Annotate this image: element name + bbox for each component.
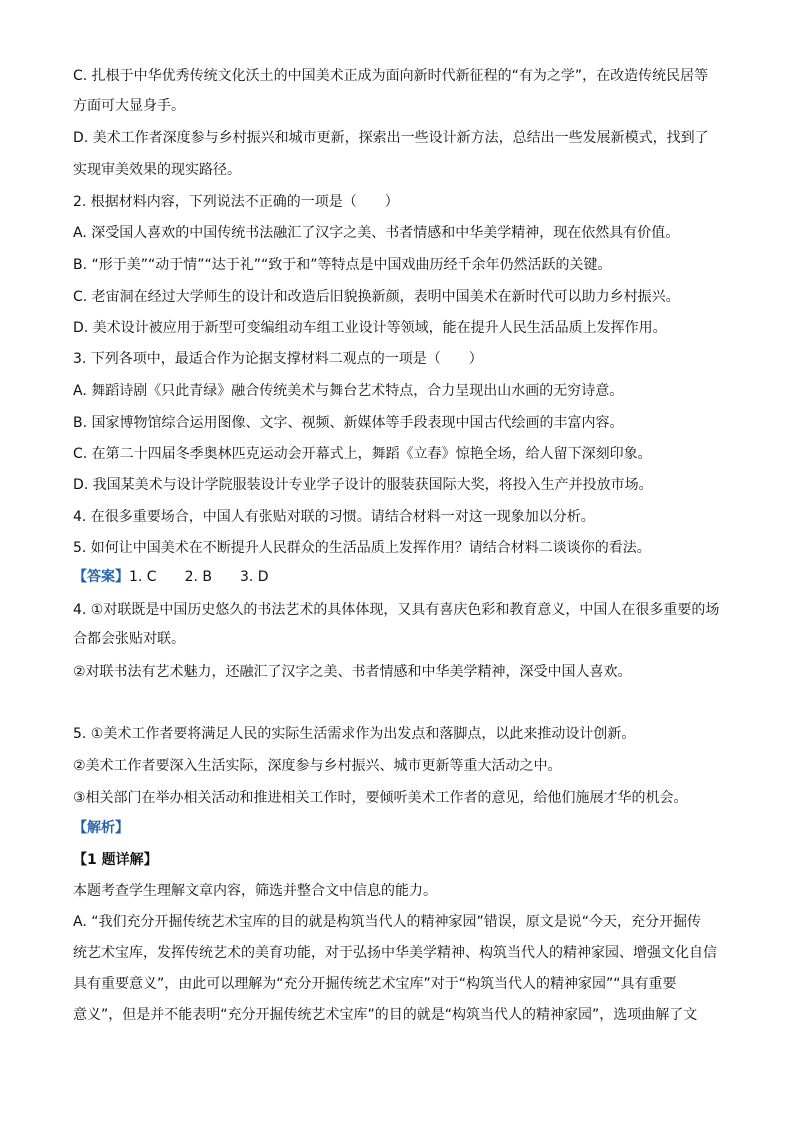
question-4: 4. 在很多重要场合，中国人有张贴对联的习惯。请结合材料一对这一现象加以分析。 [73, 509, 595, 525]
option-a: A. 舞蹈诗剧《只此青绿》融合传统美术与舞台艺术特点，合力呈现出山水画的无穷诗意。 [73, 383, 624, 399]
text-line: D. 美术工作者深度参与乡村振兴和城市更新，探索出一些设计新方法，总结出一些发展新模式，找到了 [73, 130, 709, 146]
answer-4-line: 4. ①对联既是中国历史悠久的书法艺术的具体体现，又具有喜庆色彩和教育意义，中国人在很多重要的场 [73, 602, 720, 618]
option-b: B. “形于美”“动于情”“达于礼”“致于和”等特点是中国戏曲历经千余年仍然活跃的关键。 [73, 257, 612, 273]
answer-4-line: ②对联书法有艺术魅力，还融汇了汉字之美、书者情感和中华美学精神，深受中国人喜欢。 [73, 664, 632, 680]
option-d: D. 我国某美术与设计学院服装设计专业学子设计的服装获国际大奖，将投入生产并投放市场。 [73, 477, 653, 493]
detail-line: A. “我们充分开掘传统艺术宝库的目的就是构筑当代人的精神家园”错误，原文是说“今天，充分开掘传 [73, 914, 701, 930]
text-line: 实现审美效果的现实路径。 [73, 162, 241, 178]
detail-line: 意义”，但是并不能表明“充分开掘传统艺术宝库”的目的就是“构筑当代人的精神家园”，选项曲解了文 [73, 1007, 698, 1023]
text-line: C. 扎根于中华优秀传统文化沃土的中国美术正成为面向新时代新征程的“有为之学”，在改造传统民居等 [73, 68, 709, 84]
answer-4-line: 合都会张贴对联。 [73, 631, 185, 647]
option-d: D. 美术设计被应用于新型可变编组动车组工业设计等领域，能在提升人民生活品质上发挥作用。 [73, 320, 667, 336]
detail-line: 具有重要意义”，由此可以理解为“充分开掘传统艺术宝库”对于“构筑当代人的精神家园”“具有重要 [73, 976, 677, 992]
answer-5-line: 5. ①美术工作者要将满足人民的实际生活需求作为出发点和落脚点，以此来推动设计创新。 [73, 726, 636, 742]
answer-items: 1. C 2. B 3. D [129, 569, 269, 585]
option-b: B. 国家博物馆综合运用图像、文字、视频、新媒体等手段表现中国古代绘画的丰富内容。 [73, 415, 624, 431]
question-3: 3. 下列各项中，最适合作为论据支撑材料二观点的一项是（ ） [73, 351, 483, 367]
detail-line: 统艺术宝库，发挥传统艺术的美育功能，对于弘扬中华美学精神、构筑当代人的精神家园、增强文化自信 [73, 945, 717, 961]
answer-label: 【答案】 [73, 569, 129, 585]
detail-label: 【1 题详解】 [73, 852, 158, 868]
option-c: C. 老宙洞在经过大学师生的设计和改造后旧貌换新颜，表明中国美术在新时代可以助力乡村振兴。 [73, 289, 680, 305]
answer-5-line: ②美术工作者要深入生活实际，深度参与乡村振兴、城市更新等重大活动之中。 [73, 758, 562, 774]
option-a: A. 深受国人喜欢的中国传统书法融汇了汉字之美、书者情感和中华美学精神，现在依然具有价值。 [73, 225, 680, 241]
answer-5-line: ③相关部门在举办相关活动和推进相关工作时，要倾听美术工作者的意见，给他们施展才华的机会。 [73, 790, 688, 806]
analysis-label: 【解析】 [73, 820, 129, 836]
question-5: 5. 如何让中国美术在不断提升人民群众的生活品质上发挥作用？请结合材料二谈谈你的看法。 [73, 540, 651, 556]
answer-line [73, 567, 269, 587]
option-c: C. 在第二十四届冬季奥林匹克运动会开幕式上，舞蹈《立春》惊艳全场，给人留下深刻印象。 [73, 446, 652, 462]
text-line: 方面可大显身手。 [73, 98, 185, 114]
question-2: 2. 根据材料内容，下列说法不正确的一项是（ ） [73, 194, 399, 210]
detail-line: 本题考查学生理解文章内容，筛选并整合文中信息的能力。 [73, 883, 437, 899]
